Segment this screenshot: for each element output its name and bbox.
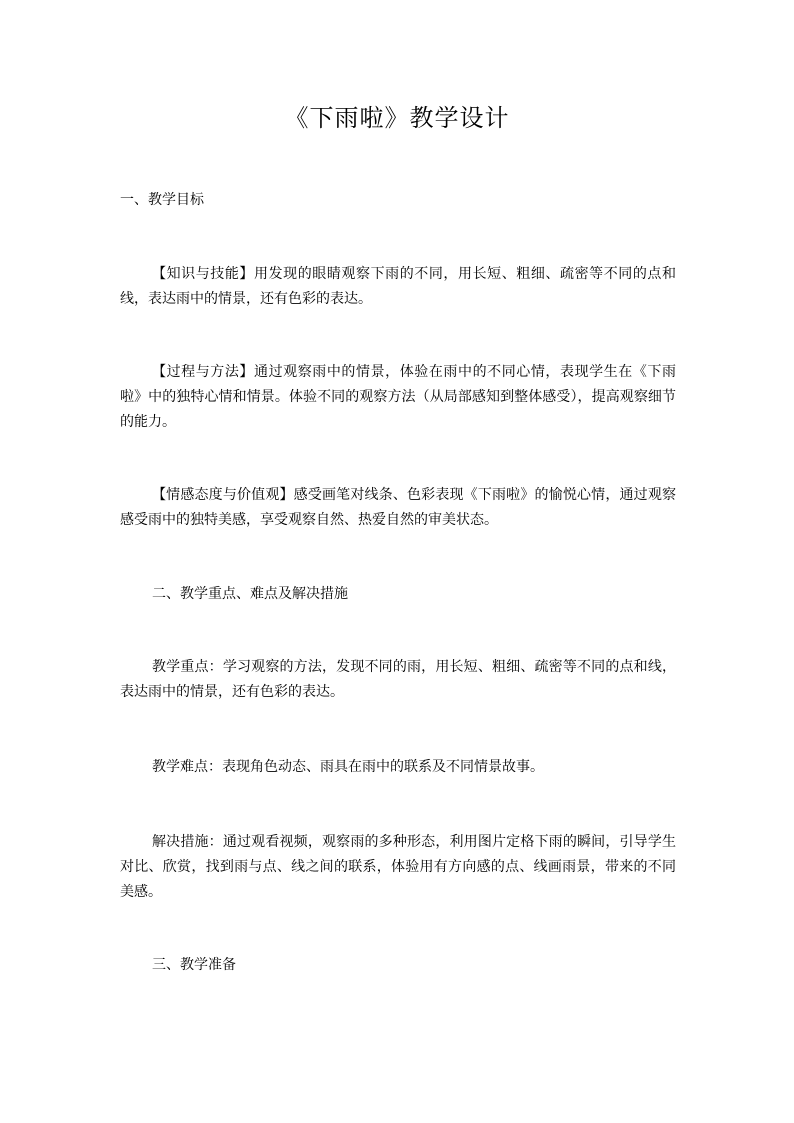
paragraph-process-methods: 【过程与方法】通过观察雨中的情景，体验在雨中的不同心情，表现学生在《下雨啦》中的独特心情和情景。体验不同的观察方法（从局部感知到整体感受），提高观察细节的能力。 [120, 364, 676, 430]
section-heading-key-difficult-points: 二、教学重点、难点及解决措施 [152, 586, 348, 602]
paragraph-emotion-values: 【情感态度与价值观】感受画笔对线条、色彩表现《下雨啦》的愉悦心情，通过观察感受雨中的独特美感，享受观察自然、热爱自然的审美状态。 [120, 487, 676, 528]
paragraph-knowledge-skills: 【知识与技能】用发现的眼睛观察下雨的不同，用长短、粗细、疏密等不同的点和线，表达雨中的情景，还有色彩的表达。 [120, 266, 676, 307]
document-title: 《下雨啦》教学设计 [284, 104, 510, 132]
paragraph-difficult-point: 教学难点：表现角色动态、雨具在雨中的联系及不同情景故事。 [152, 759, 544, 775]
section-heading-teaching-preparation: 三、教学准备 [152, 957, 236, 973]
paragraph-solution: 解决措施：通过观看视频，观察雨的多种形态，利用图片定格下雨的瞬间，引导学生对比、欣赏，找到雨与点、线之间的联系，体验用有方向感的点、线画雨景，带来的不同美感。 [120, 834, 676, 900]
paragraph-key-point: 教学重点：学习观察的方法，发现不同的雨，用长短、粗细、疏密等不同的点和线，表达雨中的情景，还有色彩的表达。 [120, 659, 676, 700]
section-heading-teaching-goals: 一、教学目标 [120, 192, 204, 208]
